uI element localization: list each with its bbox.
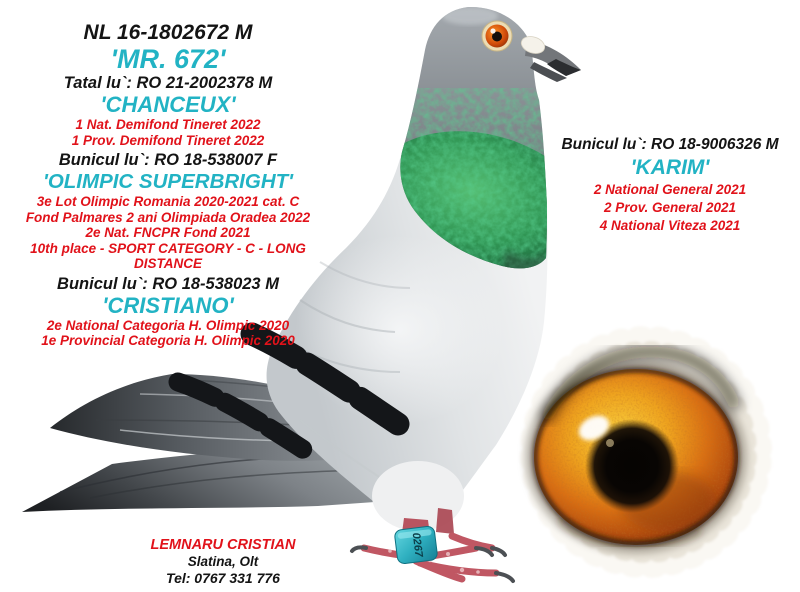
grandparent2-label: Bunicul lu`: RO 18-538023 M — [57, 274, 279, 293]
leg-band — [394, 526, 438, 565]
father-label: Tatal lu`: RO 21-2002378 M — [63, 74, 273, 92]
grandparent3-result: 4 National Viteza 2021 — [599, 218, 741, 233]
grandparent3-result: 2 National General 2021 — [593, 182, 747, 197]
grandparent3-label: Bunicul lu`: RO 18-9006326 M — [561, 136, 779, 153]
grandparent2-result: 2e National Categoria H. Olimpic 2020 — [46, 317, 290, 333]
pedigree-right-column — [538, 135, 800, 235]
father-result: 1 Prov. Demifond Tineret 2022 — [71, 132, 265, 148]
owner-contact-block — [118, 537, 328, 587]
pedigree-left-column — [0, 20, 336, 349]
grandparent3-name: 'KARIM' — [630, 156, 710, 179]
pigeon-name: 'MR. 672' — [110, 44, 226, 74]
grandparent1-result: 2e Nat. FNCPR Fond 2021 — [85, 225, 251, 240]
father-result: 1 Nat. Demifond Tineret 2022 — [75, 117, 261, 132]
grandparent1-name: 'OLIMPIC SUPERBRIGHT' — [42, 170, 294, 193]
grandparent2-name: 'CRISTIANO' — [102, 292, 234, 318]
father-name: 'CHANCEUX' — [100, 92, 236, 117]
eye-closeup — [515, 321, 777, 583]
grandparent1-result: 3e Lot Olimpic Romania 2020-2021 cat. C — [36, 194, 300, 209]
pigeon-eye — [482, 21, 512, 51]
grandparent2-result: 1e Provincial Categoria H. Olimpic 2020 — [41, 333, 295, 348]
owner-name: LEMNARU CRISTIAN — [150, 537, 296, 553]
owner-location: Slatina, Olt — [187, 554, 259, 569]
ring-number: NL 16-1802672 M — [83, 21, 253, 44]
grandparent1-result: 10th place - SPORT CATEGORY - C - LONG DISTANCE — [30, 240, 306, 271]
grandparent1-result: Fond Palmares 2 ani Olimpiada Oradea 2022 — [25, 209, 311, 225]
grandparent3-result: 2 Prov. General 2021 — [603, 200, 737, 215]
owner-phone: Tel: 0767 331 776 — [166, 570, 280, 586]
leg-band-digits: 0267 — [409, 531, 425, 558]
grandparent1-label: Bunicul lu`: RO 18-538007 F — [58, 151, 278, 169]
